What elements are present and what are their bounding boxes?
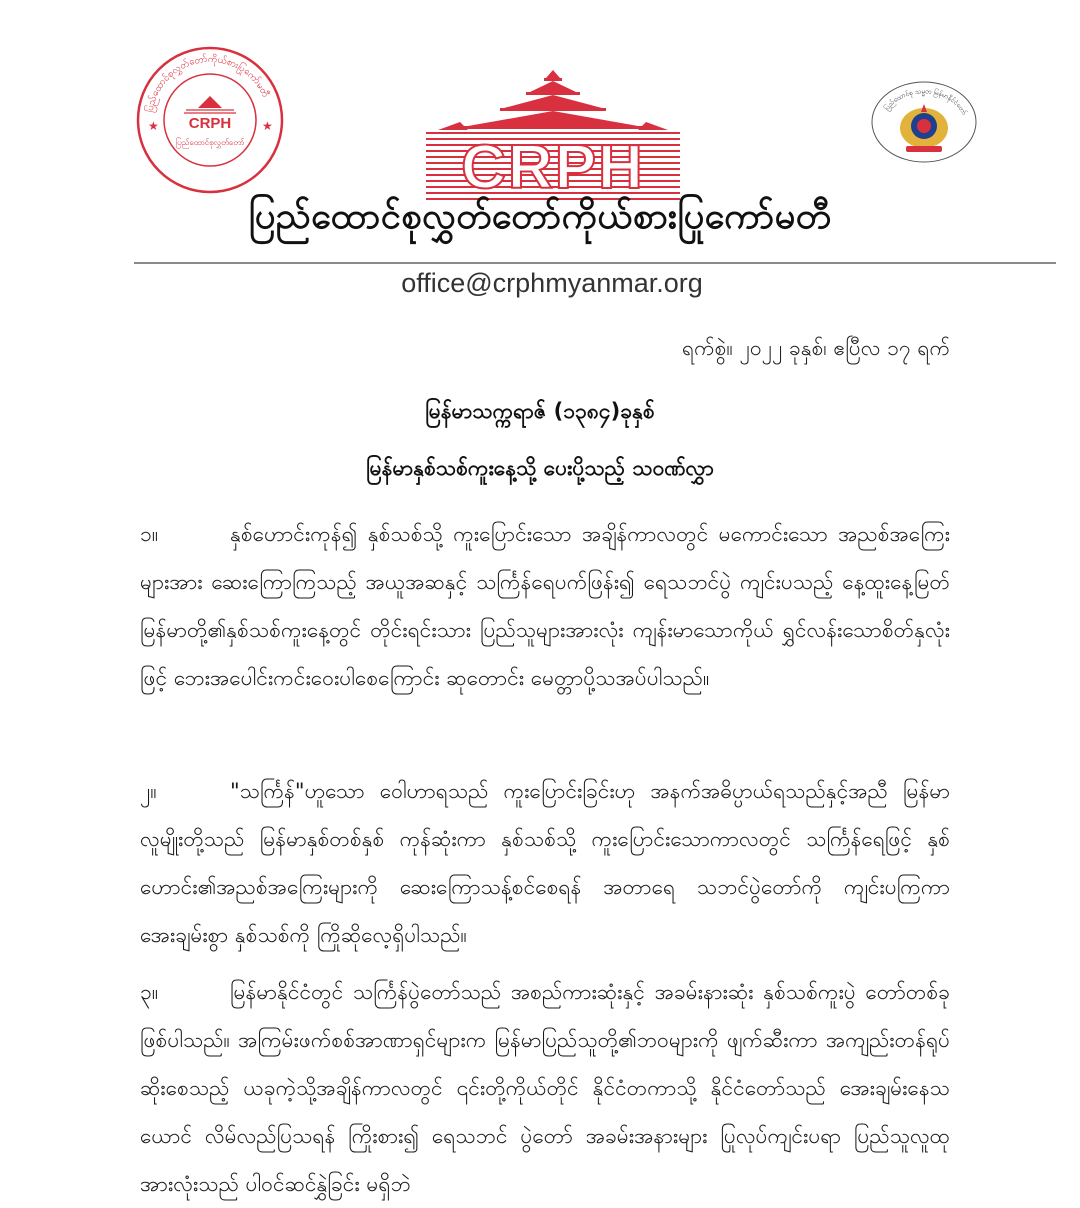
paragraph-text: မြန်မာနိုင်ငံတွင် သင်္ကြန်ပွဲတော်သည် အစည်ကားဆုံးနှင့် အခမ်းနားဆုံး နှစ်သစ်ကူးပွဲ တော်တစ်ခုဖြစ်ပါသည်။ အကြမ်းဖက်စစ်အာဏာရှင်များက မြန်မာပြည်သူတို့၏ဘဝများကို ဖျက်ဆီးကာ အကျည်းတန်ရုပ်ဆိုးစေသည့် ယခုကဲ့သို့အချိန်ကာလတွင် ၎င်းတို့ကိုယ်တိုင် နိုင်ငံတကာသို့ နိုင်ငံတော်သည် အေးချမ်းနေသယောင် လိမ်လည်ပြသရန် ကြိုးစား၍ ရေသဘင် ပွဲတော် အခမ်းအနားများ ပြုလုပ်ကျင်းပရာ ပြည်သူလူထုအားလုံးသည် ပါဝင်ဆင်နွှဲခြင်း မရှိဘဲ — [140, 980, 950, 1196]
svg-text:ပြည်ထောင်စုလွှတ်တော်ကိုယ်စားပြ: ပြည်ထောင်စုလွှတ်တော်ကိုယ်စားပြုကော်မတီ — [144, 53, 271, 114]
paragraph-number: ၃။ — [140, 980, 159, 1004]
heading-year: မြန်မာသက္ကရာဇ် (၁၃၈၄)ခုနှစ် — [425, 399, 655, 423]
org-email[interactable]: office@crphmyanmar.org — [401, 268, 703, 298]
paragraph-text: "သင်္ကြန်"ဟူသော ဝေါဟာရသည် ကူးပြောင်းခြင်းဟု အနက်အဓိပ္ပာယ်ရသည်နှင့်အညီ မြန်မာလူမျိုးတို့သည် မြန်မာနှစ်တစ်နှစ် ကုန်ဆုံးကာ နှစ်သစ်သို့ ကူးပြောင်းသောကာလတွင် သင်္ကြန်ရေဖြင့် နှစ်ဟောင်း၏အညစ်အကြေးများကို ဆေးကြောသန့်စင်စေရန် အတာရေ သဘင်ပွဲတော်ကို ကျင်းပကြကာ အေးချမ်းစွာ နှစ်သစ်ကို ကြိုဆိုလေ့ရှိပါသည်။ — [140, 779, 950, 947]
paragraph-text: နှစ်ဟောင်းကုန်၍ နှစ်သစ်သို့ ကူးပြောင်းသော အချိန်ကာလတွင် မကောင်းသော အညစ်အကြေးများအား ဆေးကြောကြသည့် အယူအဆနှင့် သင်္ကြန်ရေပက်ဖြန်း၍ ရေသဘင်ပွဲ ကျင်းပသည့် နေ့ထူးနေ့မြတ် မြန်မာတို့၏နှစ်သစ်ကူးနေ့တွင် တိုင်းရင်းသား ပြည်သူများအားလုံး ကျန်းမာသောကိုယ် ရွှင်လန်းသောစိတ်နှလုံးဖြင့် ဘေးအပေါင်းကင်းဝေးပါစေကြောင်း ဆုတောင်း မေတ္တာပို့သအပ်ပါသည်။ — [140, 522, 950, 690]
state-emblem — [870, 80, 978, 164]
crph-seal-left — [134, 44, 286, 196]
heading-title: မြန်မာနှစ်သစ်ကူးနေ့သို့ ပေးပို့သည့် သဝဏ်လွှာ — [366, 456, 714, 480]
paragraph-number: ၂။ — [140, 779, 157, 803]
svg-text:ပြည်ထောင်စု သမ္မတ မြန်မာနိုင်င: ပြည်ထောင်စု သမ္မတ မြန်မာနိုင်ငံတော် — [882, 87, 969, 117]
org-name: ပြည်ထောင်စုလွှတ်တော်ကိုယ်စားပြုကော်မတီ — [248, 196, 832, 237]
paragraph-number: ၁။ — [140, 522, 159, 546]
paragraph-2 — [140, 767, 950, 959]
svg-text:★: ★ — [262, 119, 273, 133]
paragraph-3 — [140, 968, 950, 1208]
crph-logo — [418, 68, 688, 204]
header-divider — [134, 262, 1056, 264]
svg-text:ပြည်ထောင်စုလွှတ်တော်: ပြည်ထောင်စုလွှတ်တော် — [175, 138, 245, 147]
svg-text:★: ★ — [148, 119, 159, 133]
paragraph-1 — [140, 510, 950, 702]
svg-text:CRPH: CRPH — [188, 115, 232, 132]
letter-date: ရက်စွဲ။ ၂၀၂၂ ခုနှစ်၊ ဧပြီလ ၁၇ ရက် — [682, 336, 950, 360]
letterhead — [0, 0, 1080, 310]
svg-text:CRPH: CRPH — [461, 133, 645, 202]
